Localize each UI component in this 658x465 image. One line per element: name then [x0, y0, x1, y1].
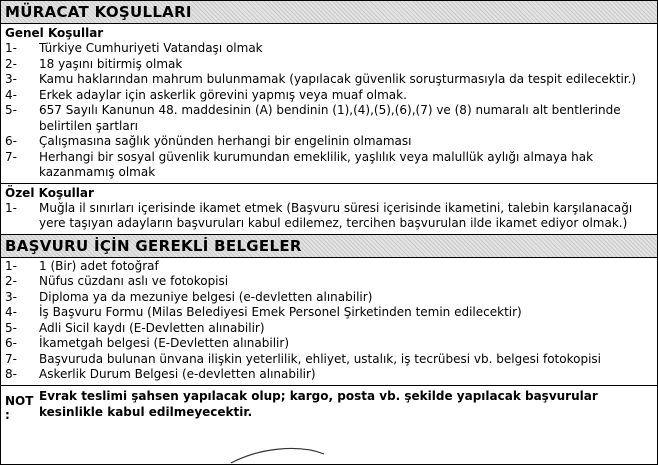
item-text: Türkiye Cumhuriyeti Vatandaşı olmak: [39, 41, 263, 55]
signature-mark: [229, 444, 339, 464]
item-text: Diploma ya da mezuniye belgesi (e-devletten alınabilir): [39, 289, 373, 304]
item-number: 4-: [5, 87, 17, 102]
item-number: 3-: [5, 289, 17, 304]
item-number: 3-: [5, 72, 17, 86]
item-text: İş Başvuru Formu (Milas Belediyesi Emek Personel Şirketinden temin edilecektir): [39, 305, 522, 319]
general-condition-item: [1, 134, 657, 150]
item-text: Çalışmasına sağlık yönünden herhangi bir engelinin olmaması: [39, 134, 412, 148]
item-number: 8-: [5, 367, 17, 381]
special-conditions-title: Özel Koşullar: [5, 185, 94, 200]
item-number: 6-: [5, 134, 17, 148]
item-text: 1 (Bir) adet fotoğraf: [39, 258, 159, 273]
required-document-item: [1, 367, 657, 383]
general-conditions-list: [1, 41, 657, 181]
item-number: 7-: [5, 149, 17, 164]
required-document-item: [1, 321, 657, 337]
required-documents-list: [1, 259, 657, 383]
item-number: 5-: [5, 320, 17, 335]
general-condition-item: [1, 41, 657, 57]
special-condition-item: [1, 201, 657, 232]
required-documents-box: [1, 258, 657, 386]
section-header-application-conditions: [1, 1, 657, 24]
general-condition-item: [1, 103, 657, 134]
item-number: 6-: [5, 336, 17, 350]
item-text: Muğla il sınırları içerisinde ikamet etmek (Başvuru süresi içerisinde ikametini, talebin karşılanacağı yere taşıyan adayların başvuruları kabul edilemez, tercihen başvurulan ilde ikamet ediyor olmak.): [39, 200, 633, 230]
section-title: BAŞVURU İÇİN GEREKLİ BELGELER: [5, 236, 302, 255]
item-number: 2-: [5, 56, 17, 71]
item-text: Askerlik Durum Belgesi (e-devletten alınabilir): [39, 367, 316, 381]
note-box: [1, 386, 657, 422]
special-conditions-box: [1, 184, 657, 235]
general-condition-item: [1, 57, 657, 73]
item-text: Kamu haklarından mahrum bulunmamak (yapılacak güvenlik soruşturmasıyla da tespit edilecektir.): [39, 72, 637, 86]
section-header-required-documents: [1, 235, 657, 258]
item-number: 4-: [5, 305, 17, 319]
required-document-item: [1, 352, 657, 368]
item-text: Nüfus cüzdanı aslı ve fotokopisi: [39, 274, 229, 288]
required-document-item: [1, 274, 657, 290]
item-text: 657 Sayılı Kanunun 48. maddesinin (A) bendinin (1),(4),(5),(6),(7) ve (8) numaralı alt bentlerinde belirtilen şartları: [39, 103, 621, 133]
note-text: Evrak teslimi şahsen yapılacak olup; kargo, posta vb. şekilde yapılacak başvurular kesinlikle kabul edilmeyecektir.: [39, 388, 598, 419]
general-conditions-box: [1, 24, 657, 184]
item-text: Erkek adaylar için askerlik görevini yapmış veya muaf olmak.: [39, 87, 407, 102]
item-number: 5-: [5, 103, 17, 117]
item-number: 2-: [5, 274, 17, 288]
item-text: Başvuruda bulunan ünvana ilişkin yeterlilik, ehliyet, ustalık, iş tecrübesi vb. belgesi fotokopisi: [39, 351, 601, 366]
item-text: Adli Sicil kaydı (E-Devletten alınabilir): [39, 320, 265, 335]
required-document-item: [1, 336, 657, 352]
item-number: 1-: [5, 258, 17, 273]
item-text: İkametgah belgesi (E-Devletten alınabilir): [39, 336, 289, 350]
required-document-item: [1, 305, 657, 321]
general-condition-item: [1, 150, 657, 181]
general-condition-item: [1, 72, 657, 88]
item-text: Herhangi bir sosyal güvenlik kurumundan emeklilik, yaşlılık veya malullük aylığı almaya hak kazanmamış olmak: [39, 149, 594, 179]
required-document-item: [1, 290, 657, 306]
general-condition-item: [1, 88, 657, 104]
section-title: MÜRACAT KOŞULLARI: [5, 3, 192, 21]
general-conditions-title: Genel Koşullar: [5, 26, 104, 40]
item-number: 1-: [5, 41, 17, 55]
note-label: NOT :: [5, 393, 34, 422]
special-conditions-list: [1, 201, 657, 232]
item-text: 18 yaşını bitirmiş olmak: [39, 56, 183, 71]
item-number: 1-: [5, 200, 17, 215]
required-document-item: [1, 259, 657, 275]
item-number: 7-: [5, 351, 17, 366]
